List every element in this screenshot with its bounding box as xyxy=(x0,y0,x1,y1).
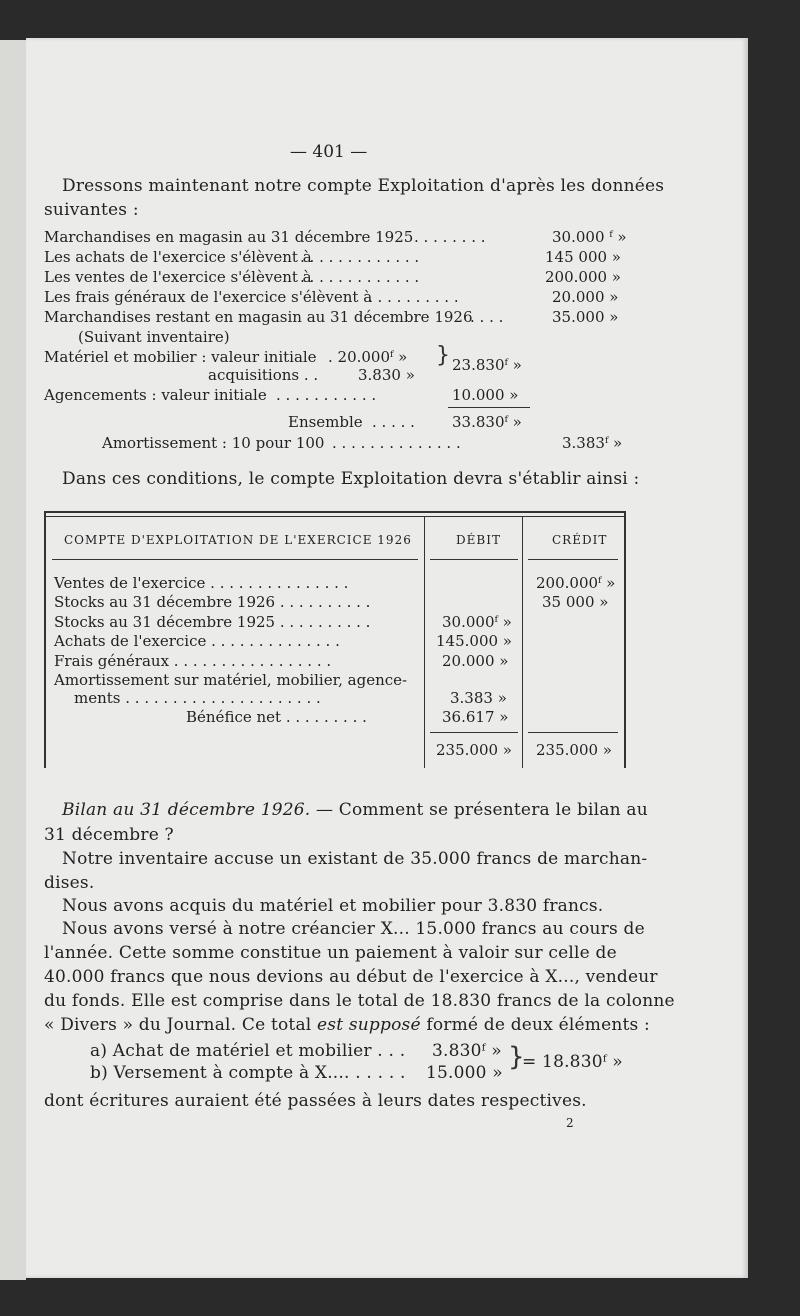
data-line-dots: . . . . . . . . xyxy=(414,228,486,246)
table-row-credit: 200.000ᶠ » xyxy=(536,574,616,592)
ensemble-dots: . . . . . xyxy=(372,413,415,431)
data-line-dots: . . . . . . . . . . xyxy=(368,288,459,306)
materiel-label: Matériel et mobilier : valeur initiale xyxy=(44,348,317,366)
item-b-value: 15.000 » xyxy=(426,1063,503,1083)
data-line-value: 20.000 » xyxy=(552,288,619,306)
brace-icon: } xyxy=(508,1042,525,1072)
table-top-rule xyxy=(44,511,626,513)
header-rule xyxy=(528,559,618,560)
data-line-value: 35.000 » xyxy=(552,308,619,326)
data-line-label: Les ventes de l'exercice s'élèvent à xyxy=(44,268,312,286)
para3-line-5 xyxy=(44,1015,650,1035)
page-number: — 401 — xyxy=(290,142,368,162)
table-row-label: Amortissement sur matériel, mobilier, agence- xyxy=(54,671,408,689)
table-title: COMPTE D'EXPLOITATION DE L'EXERCICE 1926 xyxy=(64,533,412,547)
para3-line-1: Nous avons versé à notre créancier X... 15.000 francs au cours de xyxy=(62,919,645,939)
table-row-label: ments . . . . . . . . . . . . . . . . . . . . . xyxy=(74,689,321,707)
table-row-label: Bénéfice net . . . . . . . . . xyxy=(186,708,367,726)
table-row-label: Achats de l'exercice . . . . . . . . . . . . . . xyxy=(54,632,340,650)
total-debit: 235.000 » xyxy=(436,741,512,759)
conditions-text: Dans ces conditions, le compte Exploitation devra s'établir ainsi : xyxy=(62,469,640,489)
intro-line-1: Dressons maintenant notre compte Exploitation d'après les données xyxy=(62,176,665,196)
para1-line-2: dises. xyxy=(44,873,95,893)
data-line-dots: . . . . . . . . . . . . . xyxy=(300,268,420,286)
item-a-value: 3.830ᶠ » xyxy=(432,1041,502,1061)
bilan-text: — Comment se présentera le bilan au xyxy=(310,800,648,820)
signature-mark: 2 xyxy=(566,1116,574,1130)
ensemble-value: 33.830ᶠ » xyxy=(452,413,522,431)
table-row-debit: 30.000ᶠ » xyxy=(442,613,512,631)
agencements-label: Agencements : valeur initiale xyxy=(44,386,267,404)
para3-emphasis: est supposé xyxy=(317,1015,421,1035)
ensemble-label: Ensemble xyxy=(288,413,363,431)
items-total: = 18.830ᶠ » xyxy=(522,1052,623,1072)
para2: Nous avons acquis du matériel et mobilier pour 3.830 francs. xyxy=(62,896,604,916)
data-line-value: 30.000 ᶠ » xyxy=(552,228,627,246)
bilan-line-2: 31 décembre ? xyxy=(44,825,174,845)
column-header-credit: CRÉDIT xyxy=(552,533,608,547)
para3-line-4: du fonds. Elle est comprise dans le total de 18.830 francs de la colonne xyxy=(44,991,675,1011)
table-row-debit: 145.000 » xyxy=(436,632,512,650)
header-rule xyxy=(430,559,518,560)
para3-line-3: 40.000 francs que nous devions au début de l'exercice à X..., vendeur xyxy=(44,967,658,987)
amortissement-value: 3.383ᶠ » xyxy=(562,434,623,452)
table-top-rule-2 xyxy=(44,516,626,517)
data-line-dots: . . . . xyxy=(470,308,504,326)
table-left-border xyxy=(44,511,46,768)
table-row-debit: 36.617 » xyxy=(442,708,509,726)
bilan-heading xyxy=(62,800,648,820)
data-line-dots: . . . . . . . . . . . . . xyxy=(300,248,420,266)
data-line-value: 145 000 » xyxy=(545,248,621,266)
inventaire-note: (Suivant inventaire) xyxy=(78,328,230,346)
bilan-title: Bilan au 31 décembre 1926. xyxy=(62,800,311,820)
column-header-debit: DÉBIT xyxy=(456,533,501,547)
total-credit: 235.000 » xyxy=(536,741,612,759)
amortissement-label: Amortissement : 10 pour 100 xyxy=(102,434,325,452)
table-col-divider xyxy=(522,516,523,768)
total-rule xyxy=(430,732,518,733)
item-b-label: b) Versement à compte à X.... . . . . . xyxy=(90,1063,406,1083)
table-row-label: Frais généraux . . . . . . . . . . . . . . . . . xyxy=(54,652,332,670)
acquisitions-value: 3.830 » xyxy=(358,366,415,384)
header-rule xyxy=(52,559,418,560)
table-row-debit: 20.000 » xyxy=(442,652,509,670)
table-right-border xyxy=(624,511,626,768)
agencements-dots: . . . . . . . . . . . xyxy=(276,386,377,404)
item-a-label: a) Achat de matériel et mobilier . . . xyxy=(90,1041,406,1061)
table-row-label: Stocks au 31 décembre 1926 . . . . . . . . . . xyxy=(54,593,371,611)
data-line-label: Les frais généraux de l'exercice s'élèvent à xyxy=(44,288,373,306)
para3-text-b: formé de deux éléments : xyxy=(420,1015,650,1035)
data-line-value: 200.000 » xyxy=(545,268,621,286)
para3-line-2: l'année. Cette somme constitue un paiement à valoir sur celle de xyxy=(44,943,617,963)
book-spine xyxy=(0,40,26,1280)
table-row-label: Stocks au 31 décembre 1925 . . . . . . . . . . xyxy=(54,613,371,631)
amortissement-dots: . . . . . . . . . . . . . . xyxy=(332,434,461,452)
data-line-label: Marchandises restant en magasin au 31 décembre 1926 xyxy=(44,308,473,326)
brace-icon: } xyxy=(436,343,450,368)
data-line-label: Marchandises en magasin au 31 décembre 1925 xyxy=(44,228,414,246)
agencements-value: 10.000 » xyxy=(452,386,519,404)
acquisitions-label: acquisitions . . xyxy=(208,366,319,384)
table-row-debit: 3.383 » xyxy=(450,689,507,707)
para3-text-a: « Divers » du Journal. Ce total xyxy=(44,1015,318,1035)
total-rule xyxy=(528,732,618,733)
para1-line-1: Notre inventaire accuse un existant de 35.000 francs de marchan- xyxy=(62,849,648,869)
table-col-divider xyxy=(424,516,425,768)
sum-rule xyxy=(448,407,530,408)
data-line-label: Les achats de l'exercice s'élèvent à xyxy=(44,248,312,266)
table-row-credit: 35 000 » xyxy=(542,593,609,611)
intro-line-2: suivantes : xyxy=(44,200,139,220)
closing-text: dont écritures auraient été passées à leurs dates respectives. xyxy=(44,1091,587,1111)
materiel-value: . 20.000ᶠ » xyxy=(328,348,408,366)
table-row-label: Ventes de l'exercice . . . . . . . . . . . . . . . xyxy=(54,574,349,592)
materiel-total: 23.830ᶠ » xyxy=(452,356,522,374)
